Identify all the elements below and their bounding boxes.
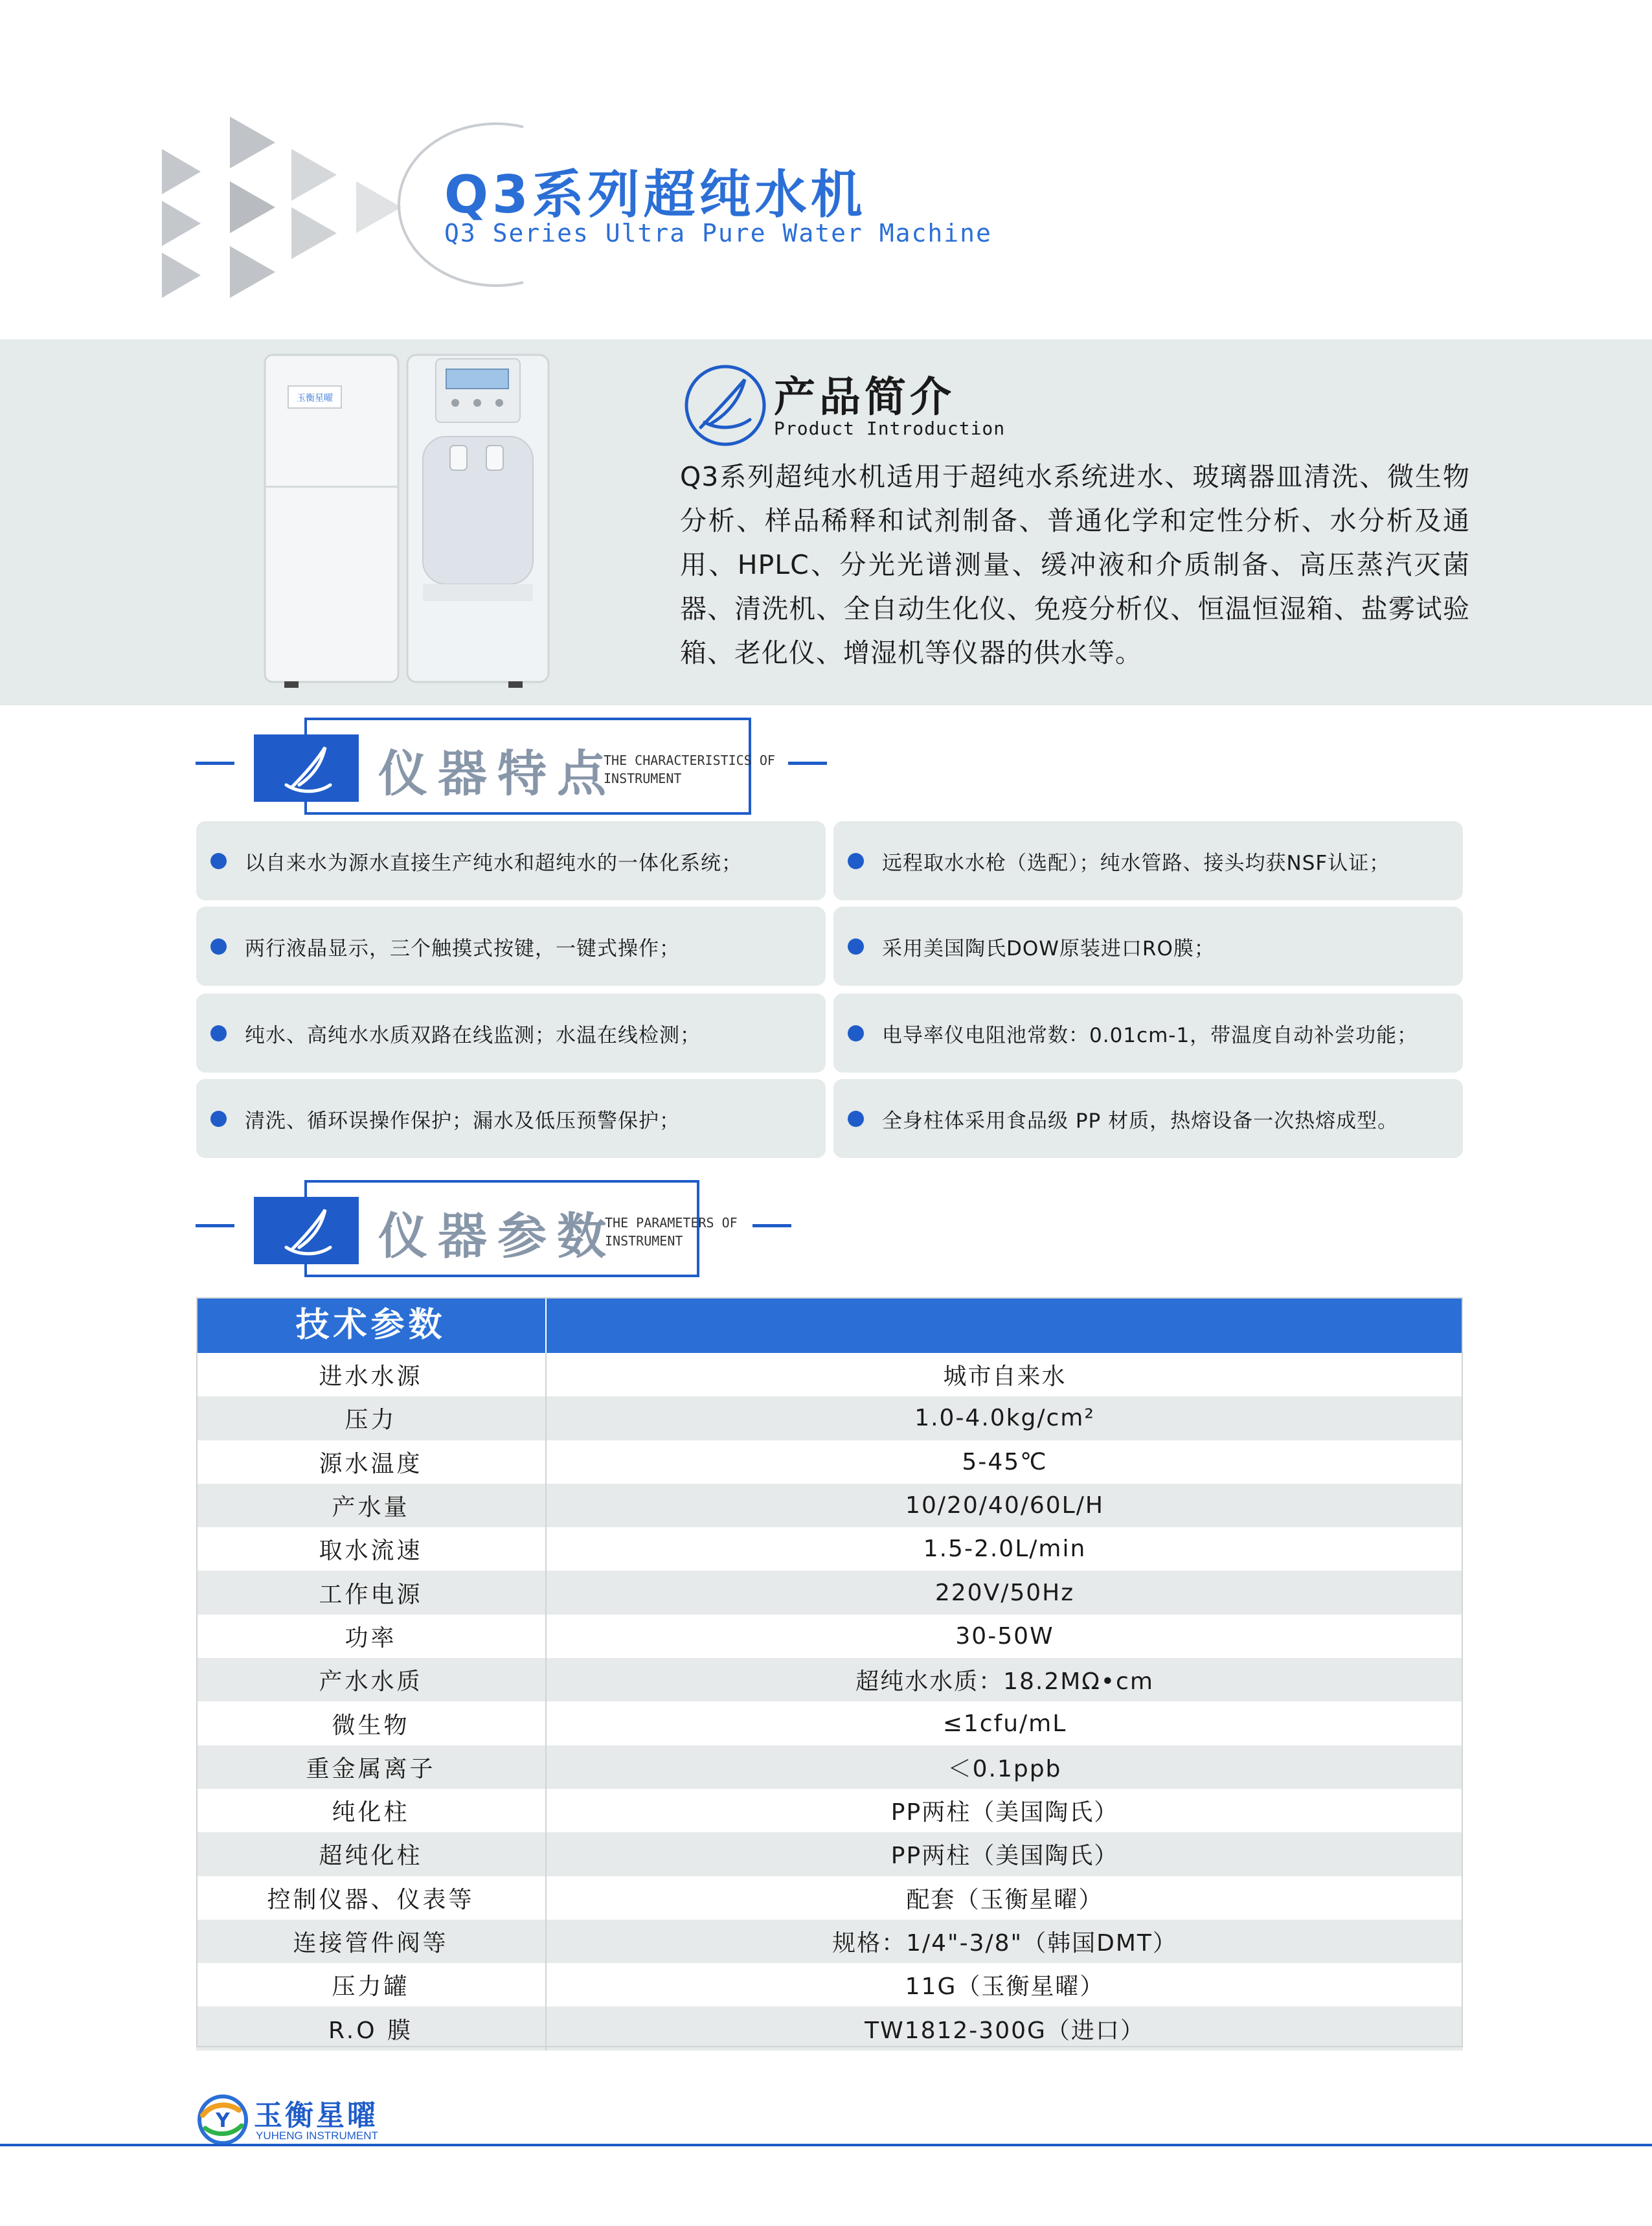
section-icon-box <box>254 1197 359 1264</box>
spec-name-cell: 连接管件阀等 <box>196 1920 547 1963</box>
spec-name-cell: 超纯化柱 <box>196 1832 547 1876</box>
spec-value-cell: 30-50W <box>955 1622 1054 1650</box>
section-icon-box <box>254 734 359 802</box>
spec-value-cell: 配套（玉衡星曜） <box>906 1886 1103 1913</box>
spec-value-cell: 超纯水水质：18.2MΩ•cm <box>855 1668 1154 1696</box>
table-row <box>196 1484 1463 1527</box>
brand-logo-icon <box>196 2093 249 2146</box>
spec-table-body <box>196 1353 1463 2050</box>
table-row <box>196 1789 1463 1832</box>
spec-value-cell: PP两柱（美国陶氏） <box>890 1799 1119 1826</box>
feature-text: 远程取水水枪（选配）；纯水管路、接头均获NSF认证； <box>882 851 1390 875</box>
spec-name-cell: 产水水质 <box>196 1658 547 1701</box>
table-row <box>196 1353 1463 1396</box>
bullet-dot <box>848 938 864 955</box>
spec-value-cell: 规格：1/4"-3/8"（韩国DMT） <box>832 1930 1177 1957</box>
bullet-dot <box>848 853 864 869</box>
spec-value-cell: ＜0.1ppb <box>947 1755 1062 1782</box>
feature-text: 纯水、高纯水水质双路在线监测；水温在线检测； <box>245 1023 701 1047</box>
spec-value-cell: TW1812-300G（进口） <box>865 2017 1145 2044</box>
feature-item <box>833 821 1463 900</box>
spec-value-cell: PP两柱（美国陶氏） <box>890 1843 1119 1870</box>
spec-value-cell: ≤1cfu/mL <box>942 1710 1067 1737</box>
bullet-dot <box>848 1111 864 1127</box>
section-title: 仪器参数 <box>378 1207 617 1265</box>
feather-pen-icon <box>254 734 359 802</box>
table-row <box>196 1745 1463 1789</box>
page-title: Q3系列超纯水机 <box>444 165 866 225</box>
spec-name-cell: 源水温度 <box>196 1440 547 1484</box>
section-subtitle <box>604 751 798 788</box>
feature-text: 以自来水为源水直接生产纯水和超纯水的一体化系统； <box>245 851 742 875</box>
table-row <box>196 1701 1463 1745</box>
intro-title: 产品简介 <box>774 374 955 422</box>
spec-name-cell: 产水量 <box>196 1484 547 1527</box>
feature-item <box>196 907 826 986</box>
spec-name-cell: 功率 <box>196 1615 547 1658</box>
spec-value-cell: 1.0-4.0kg/cm² <box>914 1405 1095 1432</box>
section-subtitle-line2: INSTRUMENT <box>605 1233 683 1249</box>
feature-item <box>833 994 1463 1073</box>
section-dash-left <box>196 1224 234 1227</box>
table-row <box>196 1920 1463 1963</box>
intro-paragraph: Q3系列超纯水机适用于超纯水系统进水、玻璃器皿清洗、微生物分析、样品稀释和试剂制备、普通化学和定性分析、水分析及通用、HPLC、分光光谱测量、缓冲液和介质制备、高压蒸汽灭菌器、清洗机、全自动生化仪、免疫分析仪、恒温恒湿箱、盐雾试验箱、老化仪、增湿机等仪器的供水等。 <box>680 461 1470 668</box>
table-row <box>196 1963 1463 2006</box>
table-row <box>196 1615 1463 1658</box>
table-row <box>196 1832 1463 1876</box>
table-row <box>196 1571 1463 1614</box>
spec-value-cell: 城市自来水 <box>943 1363 1067 1391</box>
bullet-dot <box>210 853 227 869</box>
table-row <box>196 2006 1463 2050</box>
table-row <box>196 1527 1463 1571</box>
feather-pen-icon <box>680 360 771 451</box>
spec-name-cell: 压力罐 <box>196 1963 547 2006</box>
section-dash-left <box>196 762 234 765</box>
spec-value-cell: 10/20/40/60L/H <box>905 1492 1104 1519</box>
bullet-dot <box>210 938 227 955</box>
spec-name-cell: 重金属离子 <box>196 1745 547 1789</box>
feather-pen-icon <box>254 1197 359 1264</box>
machine-panel-label: 玉衡星曜 <box>297 393 333 403</box>
section-subtitle-line1: THE CHARACTERISTICS OF <box>604 753 775 768</box>
section-subtitle-line2: INSTRUMENT <box>604 771 682 786</box>
section-subtitle-line1: THE PARAMETERS OF <box>605 1215 738 1231</box>
bullet-dot <box>210 1025 227 1041</box>
footer-brand-english: YUHENG INSTRUMENT <box>256 2129 378 2142</box>
table-row <box>196 1396 1463 1440</box>
feature-item <box>833 1079 1463 1158</box>
features-grid <box>196 821 1463 1158</box>
bullet-dot <box>210 1111 227 1127</box>
triangle-decoration <box>162 110 408 298</box>
spec-value-cell: 1.5-2.0L/min <box>923 1536 1087 1563</box>
spec-name-cell: 纯化柱 <box>196 1789 547 1832</box>
feature-text: 两行液晶显示，三个触摸式按键，一键式操作； <box>245 937 680 960</box>
section-title: 仪器特点 <box>378 745 617 802</box>
water-machine-image <box>262 350 554 699</box>
feature-item <box>196 821 826 900</box>
feature-item <box>833 907 1463 986</box>
spec-name-cell: 压力 <box>196 1396 547 1440</box>
spec-value-cell: 11G（玉衡星曜） <box>905 1973 1105 2001</box>
svg-text:Y: Y <box>216 2109 230 2132</box>
spec-name-cell: 工作电源 <box>196 1571 547 1614</box>
spec-header-label: 技术参数 <box>196 1297 547 1353</box>
spec-name-cell: 取水流速 <box>196 1527 547 1571</box>
spec-name-cell: 进水水源 <box>196 1353 547 1396</box>
intro-subtitle: Product Introduction <box>774 418 1006 439</box>
section-subtitle <box>605 1214 799 1250</box>
table-row <box>196 1876 1463 1920</box>
table-row <box>196 1658 1463 1701</box>
spec-name-cell: 控制仪器、仪表等 <box>196 1876 547 1920</box>
params-section-header <box>196 1180 843 1290</box>
feature-text: 采用美国陶氏DOW原装进口RO膜； <box>882 937 1215 960</box>
footer-brand-name: 玉衡星曜 <box>254 2099 378 2132</box>
spec-table <box>196 1297 1463 2050</box>
features-section-header <box>196 718 843 828</box>
spec-table-header <box>196 1297 1463 1353</box>
spec-value-cell: 5-45℃ <box>962 1448 1048 1475</box>
footer-line <box>0 2144 1652 2146</box>
table-row <box>196 1440 1463 1484</box>
page-subtitle: Q3 Series Ultra Pure Water Machine <box>444 219 992 247</box>
feature-text: 电导率仪电阻池常数：0.01cm-1，带温度自动补尝功能； <box>882 1023 1418 1047</box>
feature-text: 清洗、循环误操作保护；漏水及低压预警保护； <box>245 1109 680 1133</box>
spec-value-cell: 220V/50Hz <box>934 1579 1075 1606</box>
feature-text: 全身柱体采用食品级 PP 材质，热熔设备一次热熔成型。 <box>882 1109 1399 1133</box>
bullet-dot <box>848 1025 864 1041</box>
spec-name-cell: 微生物 <box>196 1701 547 1745</box>
spec-name-cell: R.O 膜 <box>196 2006 547 2050</box>
feature-item <box>196 994 826 1073</box>
feature-item <box>196 1079 826 1158</box>
